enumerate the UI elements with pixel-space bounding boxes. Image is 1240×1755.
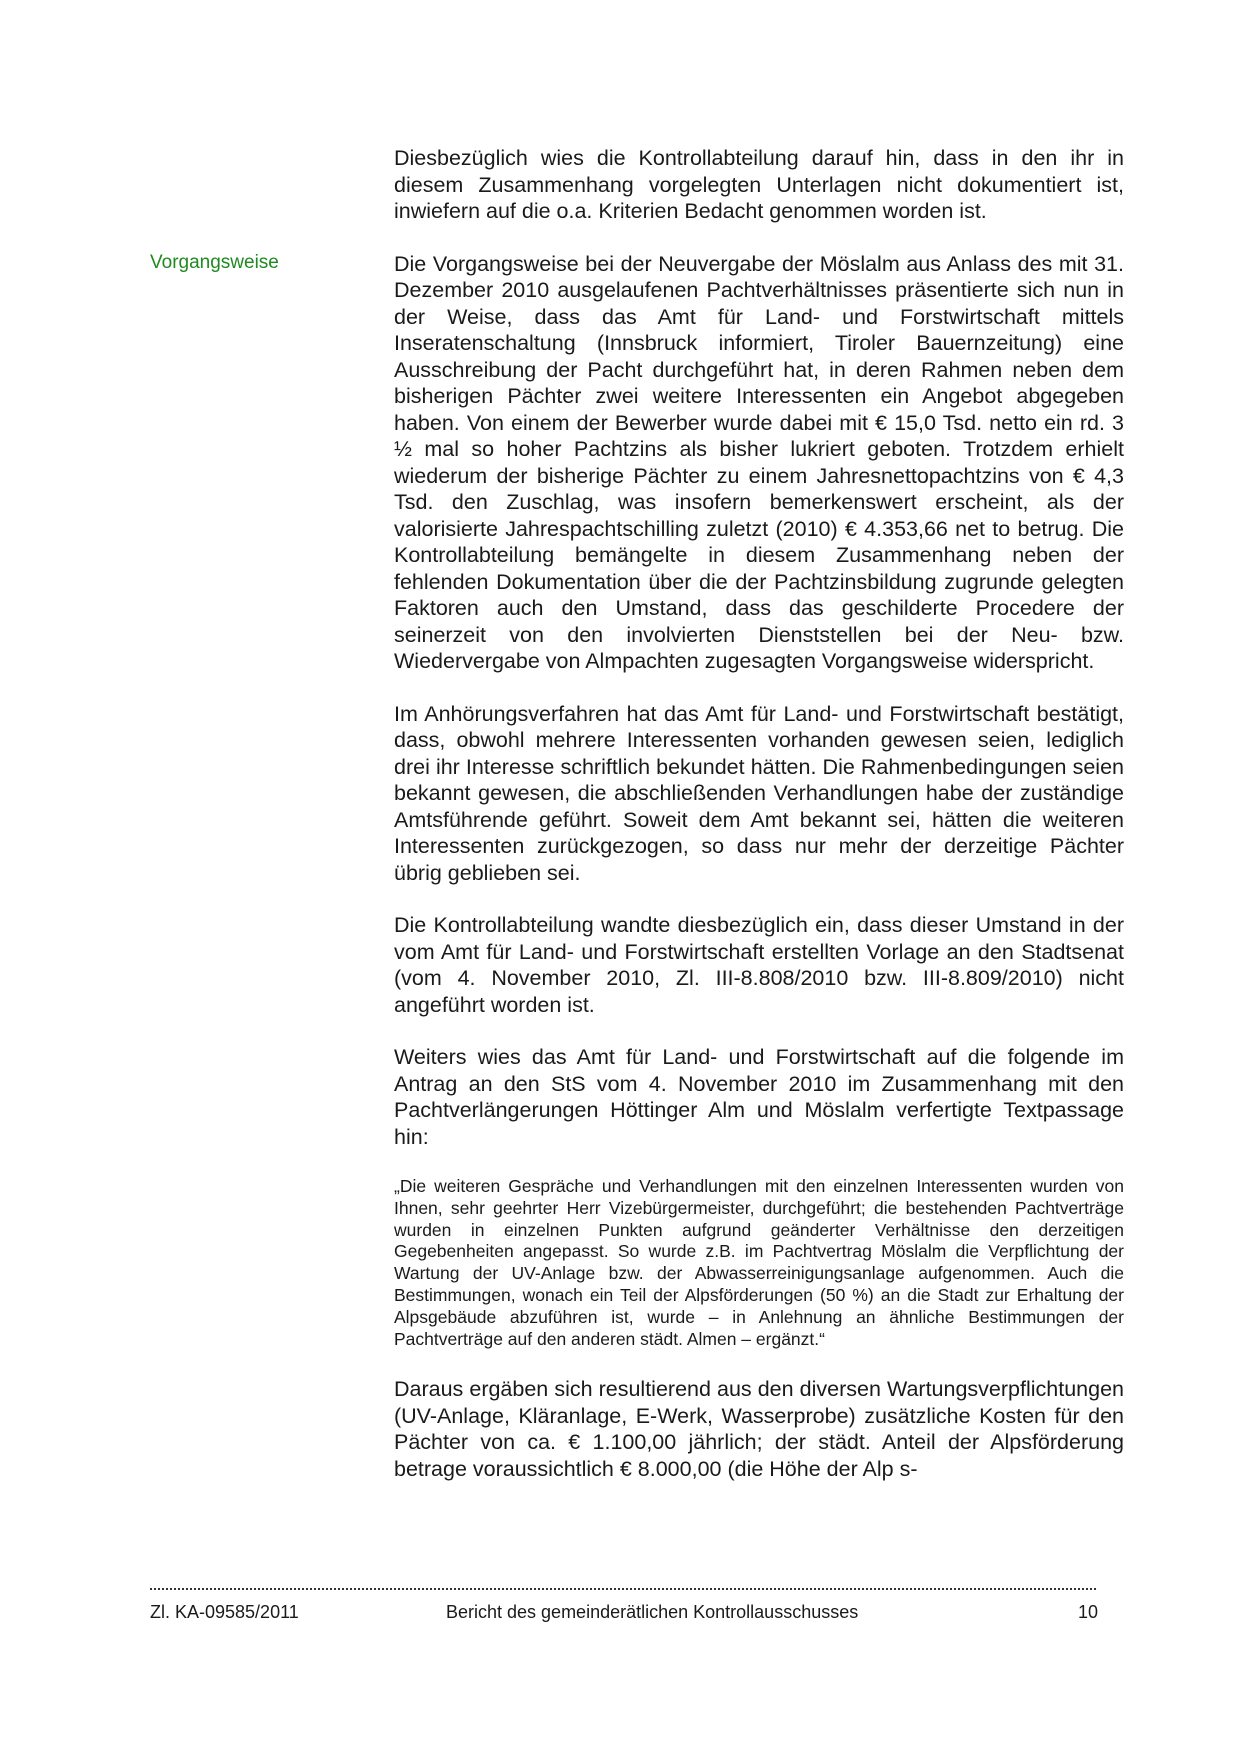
paragraph-5: Weiters wies das Amt für Land- und Forstwirtschaft auf die folgende im Antrag an den StS vom 4. November 2010 im Zusammenhang mit den Pachtverlängerungen Höttinger Alm und Möslalm verfertigte Textpassage hin: — [394, 1045, 1124, 1149]
margin-note: Vorgangsweise — [150, 252, 279, 273]
footer-reference: Zl. KA-09585/2011 — [150, 1602, 299, 1622]
paragraph-4: Die Kontrollabteilung wandte diesbezüglich ein, dass dieser Umstand in der vom Amt für Land- und Forstwirtschaft erstellten Vorlage an den Stadtsenat (vom 4. November 2010, Zl. III-8.808/2010 bzw. III-8.809/2010) nicht angeführt worden ist. — [394, 913, 1124, 1017]
quoted-passage: „Die weiteren Gespräche und Verhandlungen mit den einzelnen Interessenten wurden von Ihnen, sehr geehrter Herr Vizebürgermeister, durchgeführt; die bestehenden Pachtverträge wurden in einzelnen Punkten aufgrund geänderter Verhältnisse den derzeitigen Gegebenheiten angepasst. So wurde z.B. im Pachtvertrag Möslalm die Verpflichtung der Wartung der UV-Anlage bzw. der Abwasserreinigungsanlage aufgenommen. Auch die Bestimmungen, wonach ein Teil der Alpsförderungen (50 %) an die Stadt zur Erhaltung der Alpsgebäude abzuführen ist, wurde – in Anlehnung an ähnliche Bestimmungen der Pachtverträge auf den anderen städt. Almen – ergänzt.“ — [394, 1176, 1124, 1349]
paragraph-1: Diesbezüglich wies die Kontrollabteilung darauf hin, dass in den ihr in diesem Zusammenhang vorgelegten Unterlagen nicht dokumentiert ist, inwiefern auf die o.a. Kriterien Bedacht genommen worden ist. — [394, 146, 1124, 223]
paragraph-6: Daraus ergäben sich resultierend aus den diversen Wartungsverpflichtungen (UV-Anlage, Kläranlage, E-Werk, Wasserprobe) zusätzliche Kosten für den Pächter von ca. € 1.100,00 jährlich; der städt. Anteil der Alpsförderung betrage voraussichtlich € 8.000,00 (die Höhe der Alp s- — [394, 1377, 1124, 1481]
body-column — [394, 145, 1124, 1508]
paragraph-3: Im Anhörungsverfahren hat das Amt für Land- und Forstwirtschaft bestätigt, dass, obwohl mehrere Interessenten vorhanden gewesen seien, lediglich drei ihr Interesse schriftlich bekundet hätten. Die Rahmenbedingungen seien bekannt gewesen, die abschließenden Verhandlungen habe der zuständige Amtsführende geführt. Soweit dem Amt bekannt sei, hätten die weiteren Interessenten zurückgezogen, so dass nur mehr der derzeitige Pächter übrig geblieben sei. — [394, 701, 1124, 885]
footer-title: Bericht des gemeinderätlichen Kontrollausschusses — [446, 1602, 859, 1622]
page-number: 10 — [1078, 1602, 1099, 1622]
footer-divider — [150, 1588, 1096, 1590]
paragraph-2: Die Vorgangsweise bei der Neuvergabe der Möslalm aus Anlass des mit 31. Dezember 2010 ausgelaufenen Pachtverhältnisses präsentierte sich nun in der Weise, dass das Amt für Land- und Forstwirtschaft mittels Inseratenschaltung (Innsbruck informiert, Tiroler Bauernzeitung) eine Ausschreibung der Pacht durchgeführt hat, in deren Rahmen neben dem bisherigen Pächter zwei weitere Interessenten ein Angebot abgegeben haben. Von einem der Bewerber wurde dabei mit € 15,0 Tsd. netto ein rd. 3 ½ mal so hoher Pachtzins als bisher lukriert geboten. Trotzdem erhielt wiederum der bisherige Pächter zu einem Jahresnettopachtzins von € 4,3 Tsd. den Zuschlag, was insofern bemerkenswert erscheint, als der valorisierte Jahrespachtschilling zuletzt (2010) € 4.353,66 net to betrug. Die Kontrollabteilung bemängelte in diesem Zusammenhang neben der fehlenden Dokumentation über die der Pachtzinsbildung zugrunde gelegten Faktoren auch den Umstand, dass das geschilderte Procedere der seinerzeit von den involvierten Dienststellen bei der Neu- bzw. Wiedervergabe von Almpachten zugesagten Vorgangsweise widerspricht. — [394, 251, 1124, 673]
